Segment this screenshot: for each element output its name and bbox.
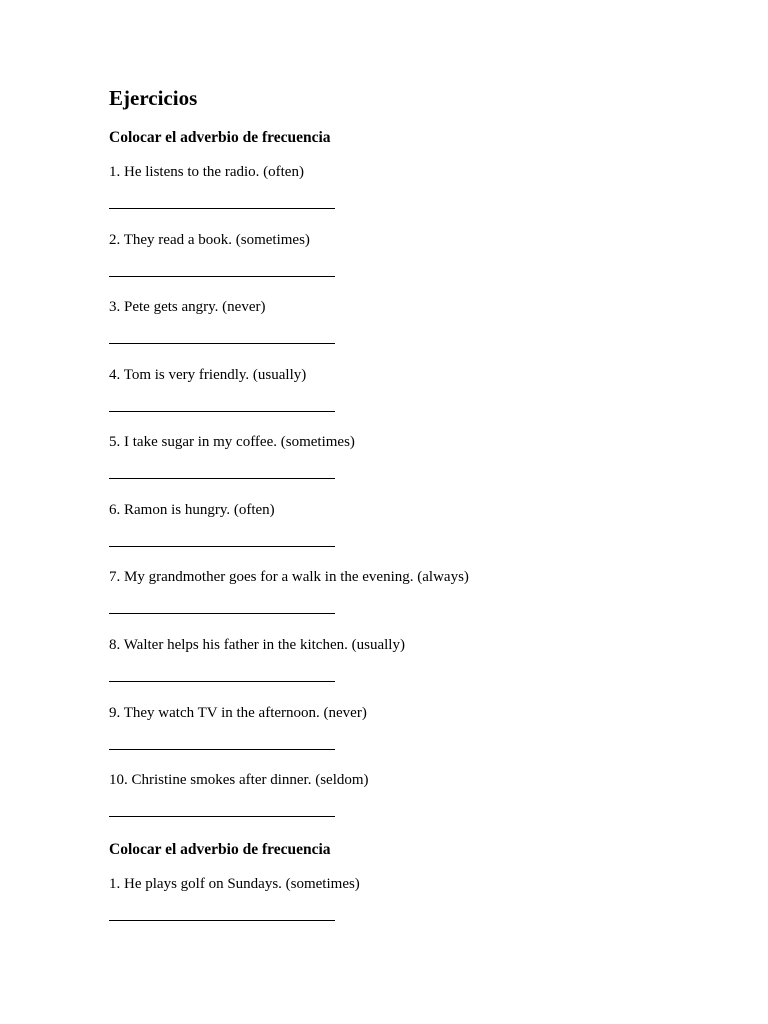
exercise-item	[109, 297, 669, 344]
exercise-question: 3. Pete gets angry. (never)	[109, 299, 266, 315]
answer-blank[interactable]	[109, 546, 335, 547]
exercise-item	[109, 635, 669, 682]
exercise-item	[109, 230, 669, 277]
answer-blank[interactable]	[109, 208, 335, 209]
answer-blank[interactable]	[109, 749, 335, 750]
exercise-question: 8. Walter helps his father in the kitchen. (usually)	[109, 637, 405, 653]
exercise-item	[109, 162, 669, 209]
exercise-question: 1. He plays golf on Sundays. (sometimes)	[109, 876, 360, 892]
exercise-item	[109, 703, 669, 750]
answer-blank[interactable]	[109, 613, 335, 614]
exercise-item	[109, 432, 669, 479]
exercise-question: 5. I take sugar in my coffee. (sometimes)	[109, 434, 355, 450]
answer-blank[interactable]	[109, 276, 335, 277]
exercise-item	[109, 874, 669, 921]
exercise-question: 1. He listens to the radio. (often)	[109, 164, 304, 180]
exercise-item	[109, 365, 669, 412]
answer-blank[interactable]	[109, 816, 335, 817]
exercise-item	[109, 500, 669, 547]
answer-blank[interactable]	[109, 411, 335, 412]
document-title: Ejercicios	[109, 86, 198, 110]
answer-blank[interactable]	[109, 478, 335, 479]
answer-blank[interactable]	[109, 681, 335, 682]
exercise-question: 2. They read a book. (sometimes)	[109, 232, 310, 248]
exercise-question: 10. Christine smokes after dinner. (seldom)	[109, 772, 369, 788]
exercise-question: 4. Tom is very friendly. (usually)	[109, 367, 307, 383]
exercise-question: 6. Ramon is hungry. (often)	[109, 502, 275, 518]
section-heading: Colocar el adverbio de frecuencia	[109, 841, 331, 858]
exercise-question: 9. They watch TV in the afternoon. (never)	[109, 705, 367, 721]
answer-blank[interactable]	[109, 920, 335, 921]
exercise-question: 7. My grandmother goes for a walk in the evening. (always)	[109, 569, 469, 585]
exercise-item	[109, 567, 669, 614]
section-heading: Colocar el adverbio de frecuencia	[109, 129, 331, 146]
answer-blank[interactable]	[109, 343, 335, 344]
exercise-item	[109, 770, 669, 817]
